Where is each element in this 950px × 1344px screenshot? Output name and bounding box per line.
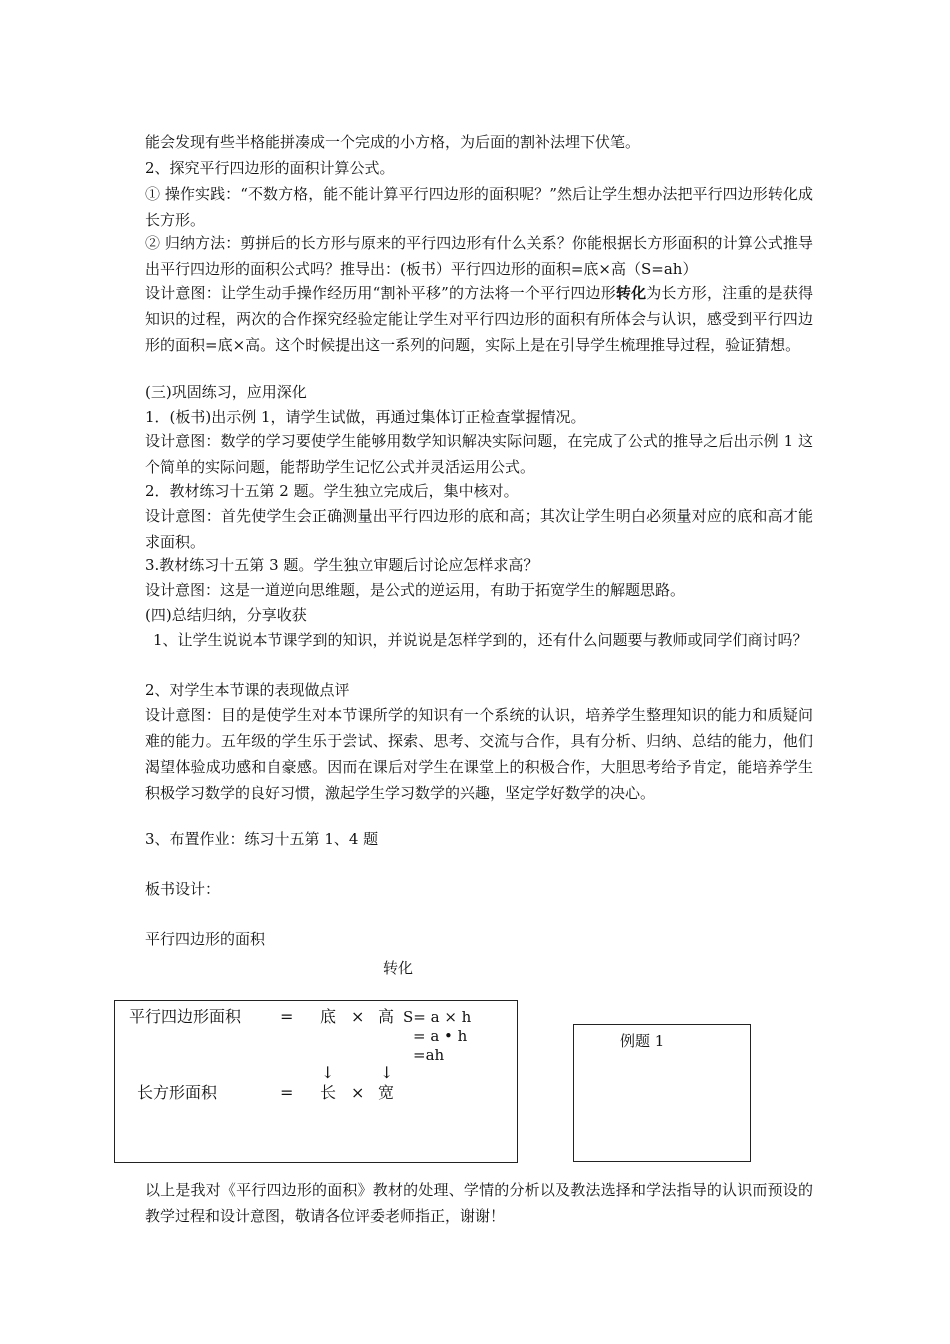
parallelogram-area-label: 平行四边形面积 [129, 1007, 242, 1026]
example-box [573, 1024, 751, 1162]
rectangle-area-label: 长方形面积 [137, 1083, 218, 1102]
exercise-item: 2．教材练习十五第 2 题。学生独立完成后，集中核对。 [145, 482, 519, 500]
board-formula-box [114, 1000, 518, 1163]
exercise-item: 1．(板书)出示例 1，请学生试做，再通过集体订正检查掌握情况。 [145, 408, 586, 426]
equals-sign: = [280, 1007, 294, 1026]
design-intent-paragraph: 设计意图：目的是使学生对本节课所学的知识有一个系统的认识，培养学生整理知识的能力和质疑问难的能力。五年级的学生乐于尝试、探索、思考、交流与合作，具有分析、归纳、总结的能力，他们渴望体验成功感和自豪感。因而在课后对学生在课堂上的积极合作，大胆思考给予肯定，能培养学生积极学习数学的良好习惯，激起学生学习数学的兴趣，坚定学好数学的决心。 [145, 706, 813, 802]
base-label: 底 [320, 1007, 337, 1026]
closing-paragraph: 以上是我对《平行四边形的面积》教材的处理、学情的分析以及教法选择和学法指导的认识而预设的教学过程和设计意图，敬请各位评委老师指正，谢谢！ [145, 1181, 813, 1225]
paragraph: 能会发现有些半格能拼凑成一个完成的小方格，为后面的割补法埋下伏笔。 [145, 133, 641, 151]
exercise-item: 3.教材练习十五第 3 题。学生独立审题后讨论应怎样求高？ [145, 556, 539, 574]
down-arrow-icon: ↓ [321, 1063, 335, 1082]
design-text-before: 设计意图：让学生动手操作经历用“割补平移”的方法将一个平行四边形 [145, 284, 616, 302]
transform-label: 转化 [383, 959, 414, 977]
times-sign: × [351, 1007, 365, 1026]
paragraph: 2、探究平行四边形的面积计算公式。 [145, 159, 395, 177]
equals-sign: = [280, 1083, 294, 1102]
height-label: 高 [378, 1007, 395, 1026]
design-intent-paragraph: 设计意图：数学的学习要使学生能够用数学知识解决实际问题，在完成了公式的推导之后出示例 1 这个简单的实际问题，能帮助学生记忆公式并灵活运用公式。 [145, 432, 813, 476]
section-title: (四)总结归纳，分享收获 [145, 606, 307, 624]
down-arrow-icon: ↓ [380, 1063, 394, 1082]
board-title: 平行四边形的面积 [145, 930, 266, 948]
paragraph: ① 操作实践：“不数方格，能不能计算平行四边形的面积呢？”然后让学生想办法把平行四边形转化成长方形。 [145, 185, 813, 229]
design-intent-paragraph: 设计意图：首先使学生会正确测量出平行四边形的底和高；其次让学生明白必须量对应的底和高才能求面积。 [145, 507, 813, 551]
summary-item: 1、让学生说说本节课学到的知识，并说说是怎样学到的，还有什么问题要与教师或同学们商讨吗？ [153, 631, 808, 649]
design-intent-paragraph: 设计意图：这是一道逆向思维题，是公式的逆运用，有助于拓宽学生的解题思路。 [145, 581, 686, 599]
length-label: 长 [320, 1083, 337, 1102]
formula-line-3: =ah [413, 1046, 445, 1064]
summary-item: 2、对学生本节课的表现做点评 [145, 681, 350, 699]
design-text-bold: 转化 [615, 284, 647, 302]
homework-item: 3、布置作业：练习十五第 1、4 题 [145, 830, 379, 848]
width-label: 宽 [378, 1083, 395, 1102]
example-label: 例题 1 [620, 1032, 665, 1050]
design-text-after: 为长方形，注重的是获得知识的过程，两次的合作探究经验定能让学生对平行四边形的面积有所体会与认识，感受到平行四边形的面积=底×高。这个时候提出这一系列的问题，实际上是在引导学生梳理推导过程，验证猜想。 [145, 284, 813, 354]
times-sign: × [351, 1083, 365, 1102]
board-heading: 板书设计： [145, 880, 221, 898]
design-intent-paragraph [145, 280, 813, 358]
formula-line-2: = a • h [413, 1027, 468, 1045]
section-title: (三)巩固练习，应用深化 [145, 383, 307, 401]
paragraph: ② 归纳方法：剪拼后的长方形与原来的平行四边形有什么关系？你能根据长方形面积的计算公式推导出平行四边形的面积公式吗？推导出：(板书）平行四边形的面积=底×高（S=ah） [145, 234, 813, 278]
formula-line-1: S= a × h [403, 1008, 472, 1026]
